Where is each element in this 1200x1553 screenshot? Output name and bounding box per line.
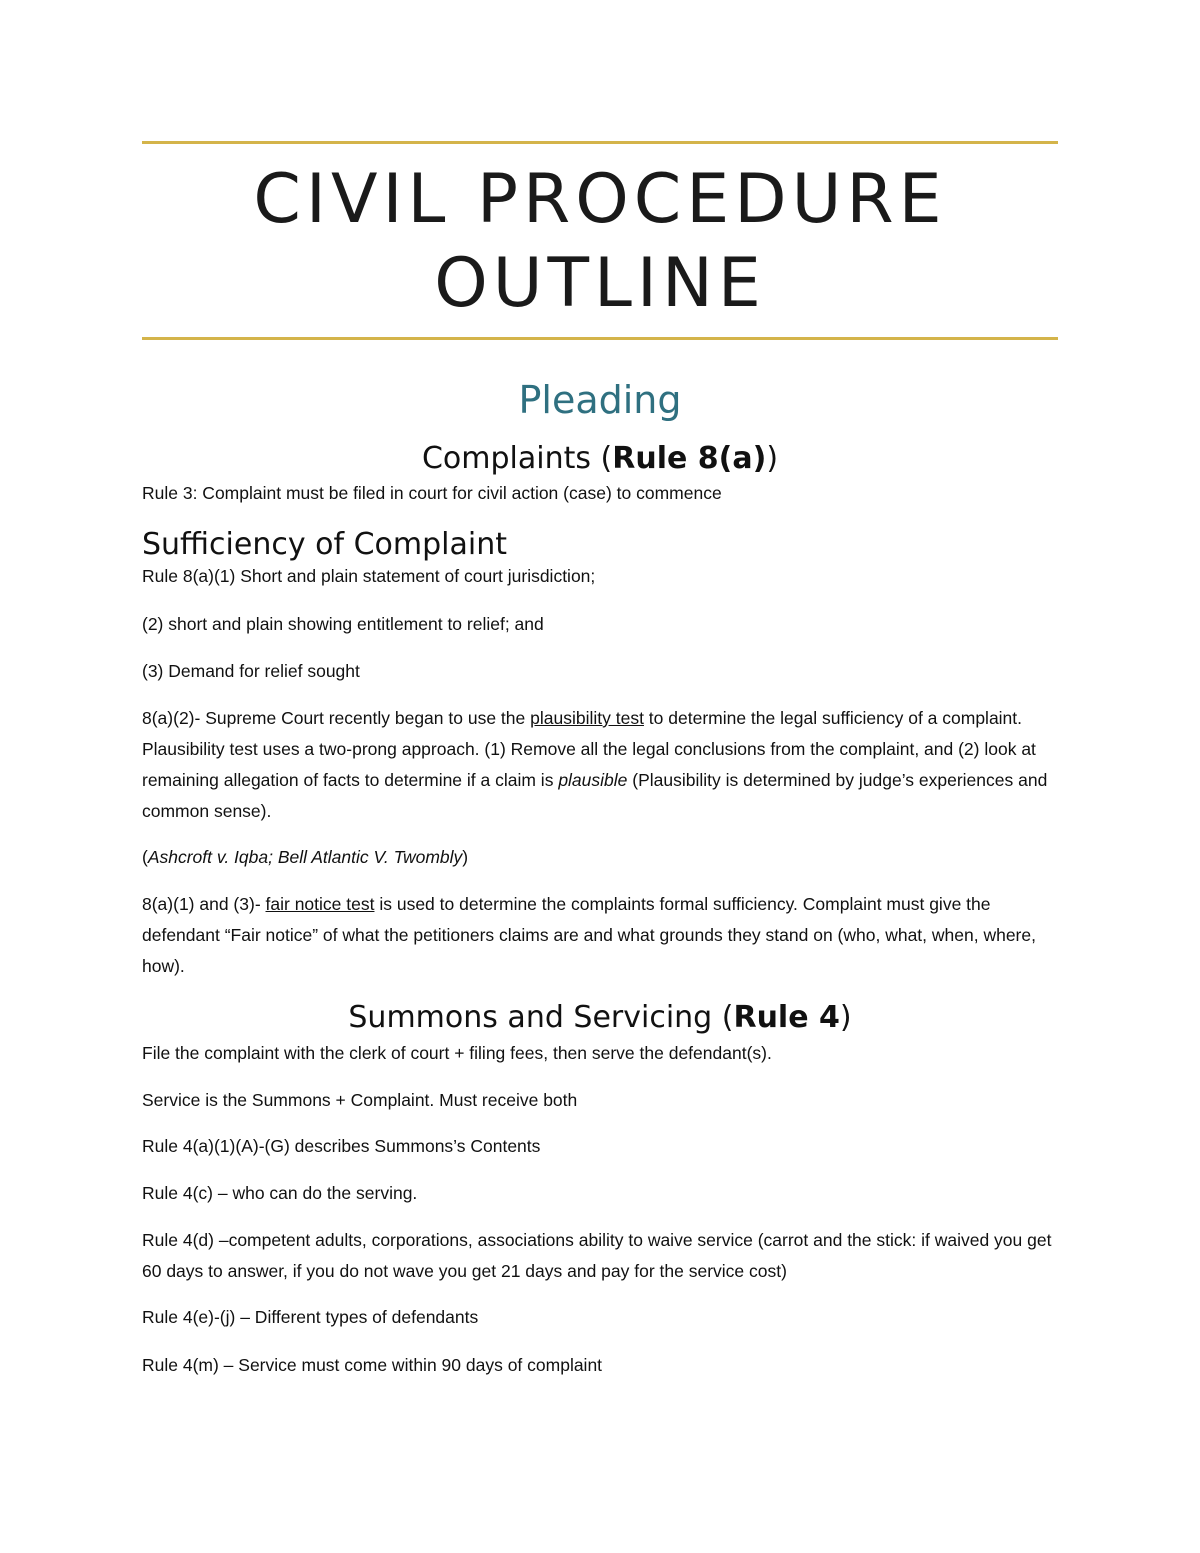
- paragraph-rule4d: Rule 4(d) –competent adults, corporations, associations ability to waive service (carrot and the stick: if waived you get 60 days to answer, if you do not wave you get 21 days and pay for the service cost): [142, 1230, 1052, 1281]
- paragraph-file-complaint: File the complaint with the clerk of court + filing fees, then serve the defendant(s).: [142, 1043, 772, 1063]
- title-line-1: CIVIL PROCEDURE: [253, 160, 947, 239]
- fair-notice-post: is used to determine the complaints formal sufficiency. Complaint must give the defendant “Fair notice” of what the petitioners claims are and what grounds they stand on (who, what, when, where, how).: [142, 894, 1036, 976]
- cases-open: (: [142, 847, 148, 867]
- plausibility-pre: 8(a)(2)- Supreme Court recently began to use the: [142, 708, 531, 728]
- paragraph-rule4c: Rule 4(c) – who can do the serving.: [142, 1183, 418, 1203]
- section-heading-pleading: Pleading: [518, 378, 682, 422]
- fair-notice-pre: 8(a)(1) and (3)-: [142, 894, 266, 914]
- document-title: [142, 158, 1058, 326]
- plausibility-mid: to determine the legal sufficiency of a complaint. Plausibility test uses a two-prong approach. (1) Remove all the legal conclusions from the complaint, and (2) look at remaining allegation of facts to determine if a claim is: [142, 708, 1036, 790]
- paragraph-case-citations: [142, 842, 1058, 873]
- fair-notice-term: fair notice test: [265, 894, 375, 914]
- plausibility-post: (Plausibility is determined by judge’s experiences and common sense).: [142, 770, 1048, 821]
- paragraph-rule4m: Rule 4(m) – Service must come within 90 days of complaint: [142, 1355, 603, 1375]
- heading-sufficiency: Sufficiency of Complaint: [142, 527, 507, 562]
- cases-names: Ashcroft v. Iqba; Bell Atlantic V. Twombly: [147, 847, 463, 867]
- paragraph-service-definition: Service is the Summons + Complaint. Must receive both: [142, 1090, 578, 1110]
- top-divider: [142, 141, 1058, 144]
- heading-complaints: [142, 441, 1058, 476]
- plausibility-term: plausibility test: [530, 708, 644, 728]
- heading-summons: [142, 1000, 1058, 1035]
- heading-summons-text: Summons and Servicing (: [348, 1000, 734, 1035]
- paragraph-rule4e-j: Rule 4(e)-(j) – Different types of defendants: [142, 1307, 479, 1327]
- heading-summons-close: ): [839, 1000, 852, 1035]
- bottom-divider: [142, 337, 1058, 340]
- paragraph-relief-entitlement: (2) short and plain showing entitlement to relief; and: [142, 614, 544, 634]
- paragraph-rule8a1: Rule 8(a)(1) Short and plain statement of court jurisdiction;: [142, 566, 596, 586]
- cases-close: ): [462, 847, 469, 867]
- paragraph-rule3: Rule 3: Complaint must be filed in court for civil action (case) to commence: [142, 483, 722, 503]
- paragraph-rule4a: Rule 4(a)(1)(A)-(G) describes Summons’s Contents: [142, 1136, 541, 1156]
- heading-complaints-rule: Rule 8(a): [612, 441, 767, 476]
- heading-complaints-close: ): [766, 441, 779, 476]
- paragraph-plausibility-test: [142, 703, 1058, 827]
- heading-summons-rule: Rule 4: [733, 1000, 840, 1035]
- plausible-term: plausible: [558, 770, 628, 790]
- paragraph-fair-notice: [142, 889, 1058, 982]
- title-line-2: OUTLINE: [434, 244, 766, 323]
- paragraph-demand-relief: (3) Demand for relief sought: [142, 661, 360, 681]
- heading-complaints-text: Complaints (: [421, 441, 613, 476]
